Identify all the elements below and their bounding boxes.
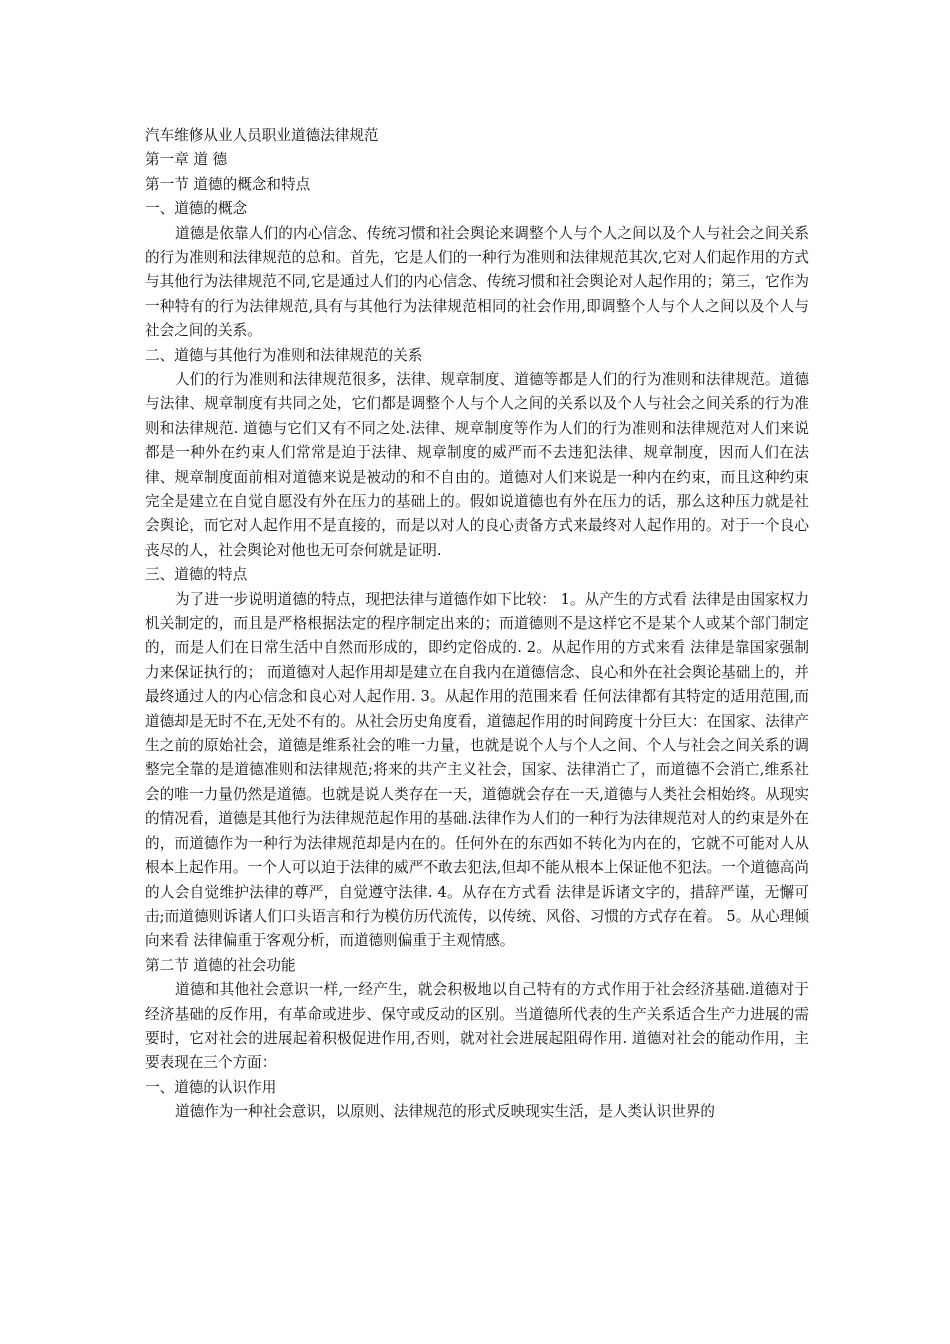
subsection-heading-concept: 一、道德的概念 bbox=[145, 200, 248, 218]
paragraph-social-function: 道德和其他社会意识一样,一经产生，就会积极地以自己特有的方式作用于社会经济基础.道德对于经济基础的反作用，有革命或进步、保守或反动的区别。当道德所代表的生产关系适合生产力进展的需要时，它对社会的进展起着积极促进作用,否则，就对社会进展起阻碍作用. 道德对社会的能动作用，主要表现在三个方面： bbox=[145, 981, 809, 1072]
section-heading-1: 第一节 道德的概念和特点 bbox=[145, 175, 311, 193]
subsection-heading-features: 三、道德的特点 bbox=[145, 566, 248, 584]
paragraph-concept: 道德是依靠人们的内心信念、传统习惯和社会舆论来调整个人与个人之间以及个人与社会之间关系的行为准则和法律规范的总和。首先，它是人们的一种行为准则和法律规范其次,它对人们起作用的方式与其他行为法律规范不同,它是通过人们的内心信念、传统习惯和社会舆论对人起作用的；第三，它作为一种特有的行为法律规范,具有与其他行为法律规范相同的社会作用,即调整个人与个人之间以及个人与社会之间的关系。 bbox=[145, 224, 809, 340]
section-heading-2: 第二节 道德的社会功能 bbox=[145, 956, 296, 974]
chapter-heading: 第一章 道 德 bbox=[145, 151, 228, 169]
subsection-heading-cognitive: 一、道德的认识作用 bbox=[145, 1078, 277, 1096]
subsection-heading-relation: 二、道德与其他行为准则和法律规范的关系 bbox=[145, 346, 423, 364]
document-title: 汽车维修从业人员职业道德法律规范 bbox=[145, 127, 379, 144]
paragraph-features: 为了进一步说明道德的特点，现把法律与道德作如下比较： 1。从产生的方式看 法律是由国家权力机关制定的，而且是严格根据法定的程序制定出来的；而道德则不是这样它不是某个人或某个部门制定的，而是人们在日常生活中自然而形成的，即约定俗成的. 2。从起作用的方式来看 法律是靠国家强制力来保证执行的； 而道德对人起作用却是建立在自我内在道德信念、良心和外在社会舆论基础上的，并最终通过人的内心信念和良心对人起作用. 3。从起作用的范围来看 任何法律都有其特定的适用范围,而道德却是无时不在,无处不有的。从社会历史角度看，道德起作用的时间跨度十分巨大：在国家、法律产生之前的原始社会，道德是维系社会的唯一力量，也就是说个人与个人之间、个人与社会之间关系的调整完全靠的是道德准则和法律规范;将来的共产主义社会，国家、法律消亡了，而道德不会消亡,维系社会的唯一力量仍然是道德。也就是说人类存在一天，道德就会存在一天,道德与人类社会相始终。从现实的情况看，道德是其他行为法律规范起作用的基础.法律作为人们的一种行为法律规范对人的约束是外在的，而道德作为一种行为法律规范却是内在的。任何外在的东西如不转化为内在的，它就不可能对人从根本上起作用。一个人可以迫于法律的威严不敢去犯法,但却不能从根本上保证他不犯法。一个道德高尚的人会自觉维护法律的尊严，自觉遵守法律. 4。从存在方式看 法律是诉诸文字的，措辞严谨，无懈可击;而道德则诉诸人们口头语言和行为模仿历代流传，以传统、风俗、习惯的方式存在着。 5。从心理倾向来看 法律偏重于客观分析，而道德则偏重于主观情感。 bbox=[145, 590, 809, 950]
document-page bbox=[145, 124, 809, 1125]
paragraph-relation: 人们的行为准则和法律规范很多，法律、规章制度、道德等都是人们的行为准则和法律规范。道德与法律、规章制度有共同之处，它们都是调整个人与个人之间的关系以及个人与社会之间关系的行为准则和法律规范. 道德与它们又有不同之处.法律、规章制度等作为人们的行为准则和法律规范对人们来说都是一种外在约束人们常常是迫于法律、规章制度的威严而不去违犯法律、规章制度，因而人们在法律、规章制度面前相对道德来说是被动的和不自由的。道德对人们来说是一种内在约束，而且这种约束完全是建立在自觉自愿没有外在压力的基础上的。假如说道德也有外在压力的话，那么这种压力就是社会舆论，而它对人起作用不是直接的，而是以对人的良心责备方式来最终对人起作用的。对于一个良心丧尽的人，社会舆论对他也无可奈何就是证明. bbox=[145, 370, 809, 559]
paragraph-cognitive: 道德作为一种社会意识，以原则、法律规范的形式反映现实生活，是人类认识世界的 bbox=[175, 1103, 715, 1121]
